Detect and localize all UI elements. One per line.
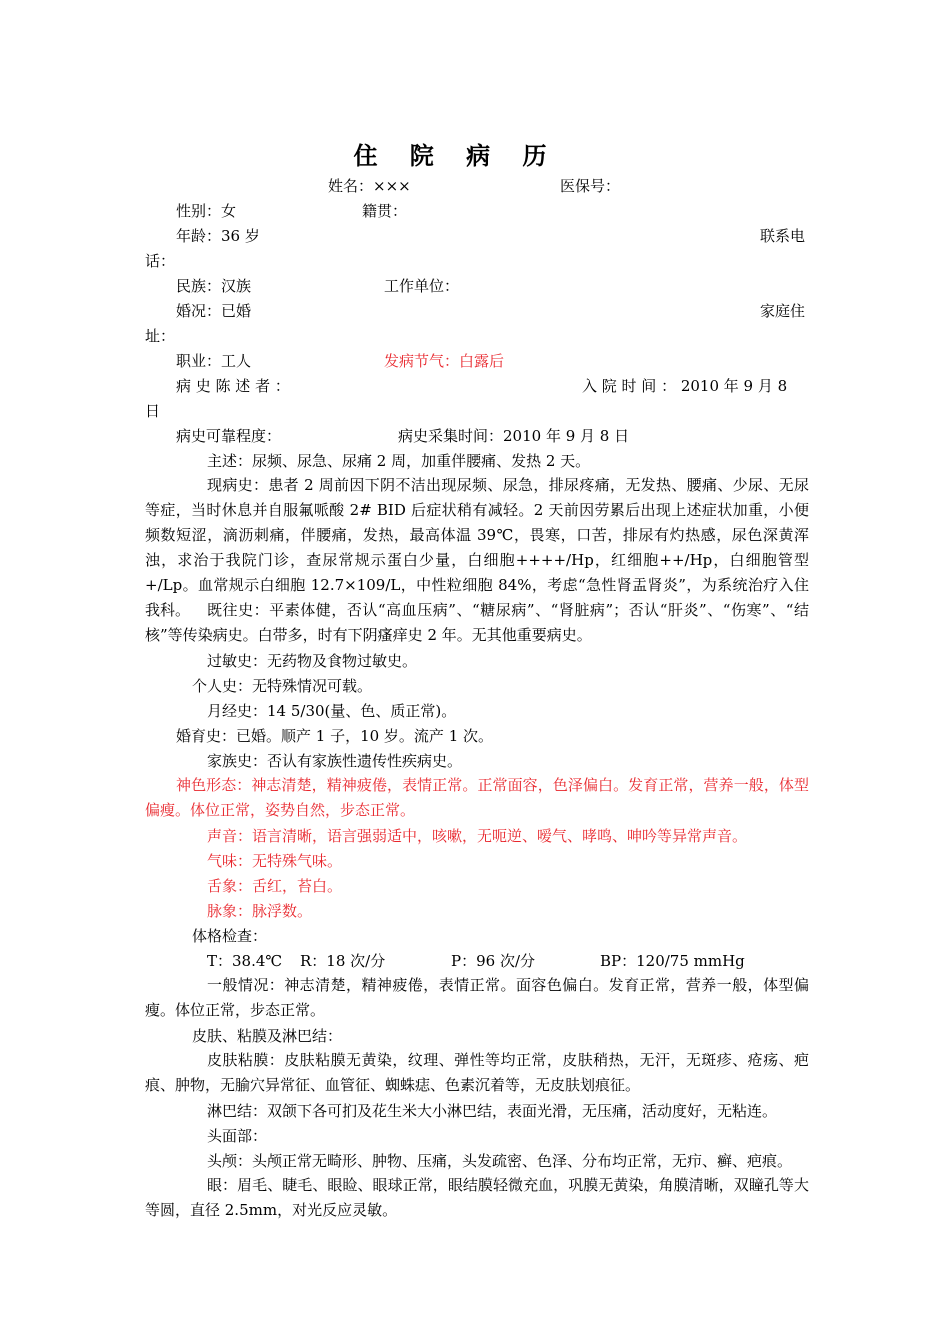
workplace: 工作单位： xyxy=(384,277,460,295)
skull-exam: 头颅：头颅正常无畸形、肿物、压痛，头发疏密、色泽、分布均正常，无疖、癣、疤痕。 xyxy=(207,1152,793,1170)
menstrual-history: 月经史：14 5/30(量、色、质正常)。 xyxy=(207,702,457,720)
history-collection-time: 病史采集时间：2010 年 9 月 8 日 xyxy=(398,427,630,445)
phone-label-part1: 联系电 xyxy=(760,227,806,245)
head-section-heading: 头面部： xyxy=(207,1127,268,1145)
odor-exam: 气味：无特殊气味。 xyxy=(207,852,343,870)
tongue-exam: 舌象：舌红，苔白。 xyxy=(207,877,343,895)
allergy-history: 过敏史：无药物及食物过敏史。 xyxy=(207,652,418,670)
past-history: 既往史：平素体健，否认“高血压病”、“糖尿病”、“肾脏病”；否认“肝炎”、“伤寒”、“结核”等传染病史。白带多，时有下阴瘙痒史 2 年。无其他重要病史。 xyxy=(145,601,809,644)
vital-pulse: P：96 次/分 xyxy=(451,952,536,970)
history-reliability: 病史可靠程度： xyxy=(176,427,282,445)
native-place: 籍贯： xyxy=(362,202,408,220)
patient-name: 姓名：××× xyxy=(328,177,411,195)
general-condition: 一般情况：神志清楚，精神疲倦，表情正常。面容色偏白。发育正常，营养一般，体型偏瘦。体位正常，步态正常。 xyxy=(145,976,809,1019)
present-illness: 现病史：患者 2 周前因下阴不洁出现尿频、尿急，排尿疼痛，无发热、腰痛、少尿、无尿等症，当时休息并自服氟哌酸 2# BID 后症状稍有减轻。2 天前因劳累后出现上述症状加重，小便频数短涩，滴沥刺痛，伴腰痛，发热，最高体温 39℃，畏寒，口苦，排尿有灼热感，尿色深黄浑浊，求治于我院门诊，查尿常规示蛋白少量，白细胞++++/Hp，红细胞++/Hp，白细胞管型+/Lp。血常规示白细胞 12.7×109/L，中性粒细胞 84%，考虑“急性肾盂肾炎”，为系统治疗入住我科。 xyxy=(145,476,809,619)
admission-time-day: 日 xyxy=(145,402,161,420)
page-title: 住 院 病 历 xyxy=(353,142,559,170)
family-history: 家族史：否认有家族性遗传性疾病史。 xyxy=(207,752,463,770)
vital-temperature: T：38.4℃ xyxy=(207,952,283,970)
vital-respiration: R：18 次/分 xyxy=(300,952,386,970)
pulse-exam: 脉象：脉浮数。 xyxy=(207,902,313,920)
eye-exam: 眼：眉毛、睫毛、眼睑、眼球正常，眼结膜轻微充血，巩膜无黄染，角膜清晰，双瞳孔等大等圆，直径 2.5mm，对光反应灵敏。 xyxy=(145,1176,809,1219)
voice-exam: 声音：语言清晰，语言强弱适中，咳嗽，无呃逆、嗳气、哮鸣、呻吟等异常声音。 xyxy=(207,827,748,845)
lymph-nodes: 淋巴结：双颌下各可扪及花生米大小淋巴结，表面光滑，无压痛，活动度好，无粘连。 xyxy=(207,1102,778,1120)
admission-time: 入 院 时 间 ： 2010 年 9 月 8 xyxy=(582,377,788,395)
marital-status: 婚况：已婚 xyxy=(176,302,252,320)
personal-history: 个人史：无特殊情况可载。 xyxy=(192,677,373,695)
occupation: 职业：工人 xyxy=(176,352,252,370)
phone-label-part2: 话： xyxy=(145,252,176,270)
physical-exam-heading: 体格检查： xyxy=(192,927,268,945)
ethnicity: 民族：汉族 xyxy=(176,277,252,295)
skin-mucosa: 皮肤粘膜：皮肤粘膜无黄染，纹理、弹性等均正常，皮肤稍热，无汗，无斑疹、疮疡、疤痕、肿物，无腧穴异常征、血管征、蜘蛛痣、色素沉着等，无皮肤划痕征。 xyxy=(145,1051,809,1094)
patient-age: 年龄：36 岁 xyxy=(176,227,260,245)
address-label-part2: 址： xyxy=(145,327,176,345)
patient-sex: 性别：女 xyxy=(176,202,237,220)
spirit-complexion: 神色形态：神志清楚，精神疲倦，表情正常。正常面容，色泽偏白。发育正常，营养一般，体型偏瘦。体位正常，姿势自然，步态正常。 xyxy=(145,776,809,819)
insurance-number: 医保号： xyxy=(560,177,621,195)
chief-complaint: 主述：尿频、尿急、尿痛 2 周，加重伴腰痛、发热 2 天。 xyxy=(207,452,591,470)
skin-section-heading: 皮肤、粘膜及淋巴结： xyxy=(192,1027,343,1045)
vital-blood-pressure: BP：120/75 mmHg xyxy=(600,952,745,970)
history-narrator: 病 史 陈 述 者 ： xyxy=(176,377,290,395)
obstetric-history: 婚育史：已婚。顺产 1 子，10 岁。流产 1 次。 xyxy=(176,727,494,745)
address-label-part1: 家庭住 xyxy=(760,302,806,320)
onset-solar-term: 发病节气：白露后 xyxy=(384,352,505,370)
